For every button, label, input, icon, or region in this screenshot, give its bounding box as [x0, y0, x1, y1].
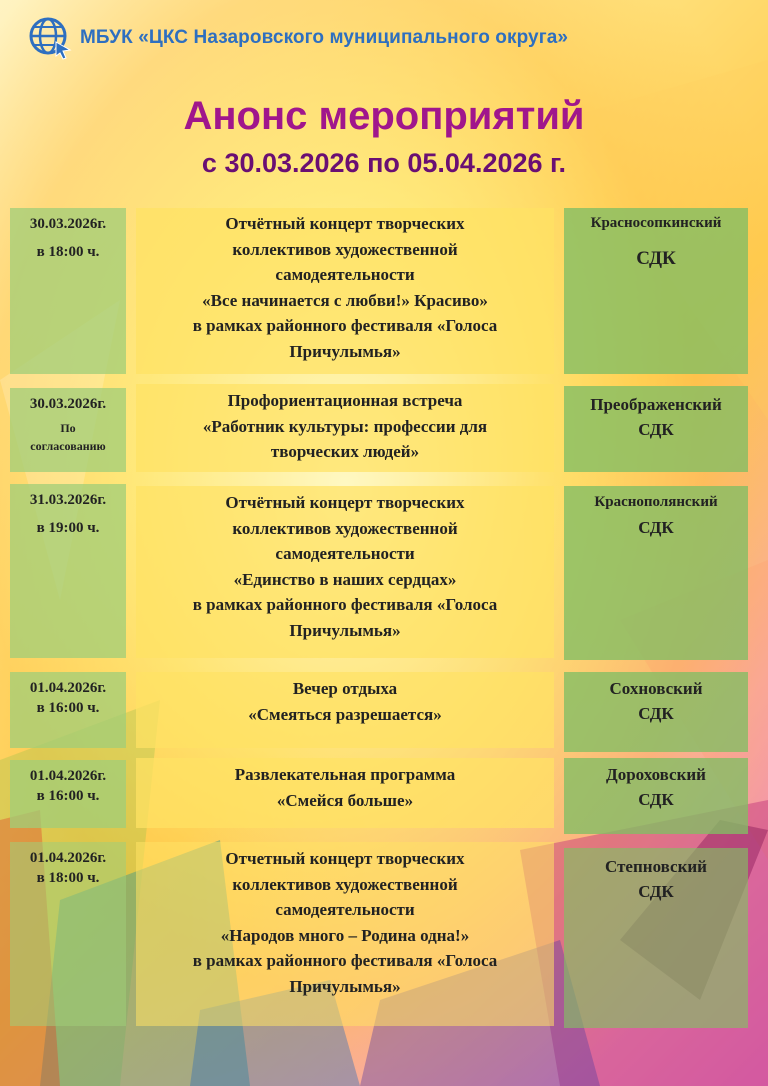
- venue-name: Дороховский: [606, 765, 706, 784]
- event-date-cell: [10, 672, 126, 748]
- event-date: 30.03.2026г.: [29, 396, 107, 412]
- organization-name: МБУК «ЦКС Назаровского муниципального округа»: [80, 27, 569, 48]
- event-venue-cell: [564, 758, 748, 834]
- event-description-cell: [136, 758, 554, 828]
- event-date: 01.04.2026г.: [29, 680, 107, 696]
- venue-name: Сохновский: [609, 679, 703, 698]
- event-venue-cell: [564, 486, 748, 660]
- event-date: 31.03.2026г.: [29, 492, 107, 508]
- venue-type: СДК: [638, 518, 674, 537]
- event-line: Отчётный концерт творческих: [225, 214, 465, 233]
- event-line: коллективов художественной: [232, 874, 458, 894]
- event-date-cell: [10, 388, 126, 472]
- event-date-cell: [10, 760, 126, 828]
- event-line: Причулымья»: [289, 620, 401, 640]
- event-description-cell: [136, 384, 554, 472]
- event-line: Отчётный концерт творческих: [225, 493, 465, 512]
- globe-cursor-icon: [28, 16, 72, 60]
- event-time: согласованию: [30, 439, 106, 453]
- event-line: в рамках районного фестиваля «Голоса: [192, 595, 498, 614]
- event-time: в 16:00 ч.: [36, 700, 100, 716]
- page-subtitle: с 30.03.2026 по 05.04.2026 г.: [201, 148, 567, 178]
- event-line: Развлекательная программа: [234, 765, 456, 784]
- event-time: По: [60, 421, 76, 435]
- venue-type: СДК: [638, 420, 674, 439]
- event-time: в 18:00 ч.: [36, 870, 100, 886]
- event-line: Профориентационная встреча: [227, 391, 463, 410]
- venue-type: СДК: [636, 248, 676, 269]
- event-line: в рамках районного фестиваля «Голоса: [192, 951, 498, 970]
- event-line: Отчетный концерт творческих: [225, 849, 465, 868]
- event-description-cell: [136, 486, 554, 658]
- event-line: «Смеяться разрешается»: [248, 704, 442, 724]
- event-line: «Все начинается с любви!» Красиво»: [202, 290, 488, 310]
- header: [28, 16, 568, 60]
- event-line: «Смейся больше»: [276, 790, 414, 810]
- event-time: в 18:00 ч.: [36, 244, 100, 260]
- event-line: творческих людей»: [270, 442, 420, 461]
- event-line: коллективов художественной: [232, 239, 458, 259]
- venue-type: СДК: [638, 882, 674, 901]
- event-venue-cell: [564, 672, 748, 752]
- event-line: «Работник культуры: профессии для: [202, 416, 488, 436]
- event-time: в 16:00 ч.: [36, 788, 100, 804]
- venue-name: Преображенский: [590, 395, 722, 414]
- event-date: 30.03.2026г.: [29, 216, 107, 232]
- event-time: в 19:00 ч.: [36, 520, 100, 536]
- event-date-cell: [10, 842, 126, 1026]
- event-line: самодеятельности: [275, 265, 415, 284]
- venue-name: Степновский: [605, 857, 707, 876]
- venue-name: Краснополянский: [594, 494, 718, 510]
- event-line: в рамках районного фестиваля «Голоса: [192, 316, 498, 335]
- event-line: «Единство в наших сердцах»: [233, 569, 457, 589]
- event-line: самодеятельности: [275, 544, 415, 563]
- event-date-cell: [10, 208, 126, 374]
- event-date: 01.04.2026г.: [29, 850, 107, 866]
- venue-type: СДК: [638, 704, 674, 723]
- event-description-cell: [136, 842, 554, 1026]
- event-line: коллективов художественной: [232, 518, 458, 538]
- event-venue-cell: [564, 386, 748, 472]
- venue-type: СДК: [638, 790, 674, 809]
- page-title: Анонс мероприятий: [183, 94, 585, 138]
- event-date-cell: [10, 484, 126, 658]
- event-description-cell: [136, 672, 554, 748]
- venue-name: Красносопкинский: [590, 215, 722, 231]
- event-line: Причулымья»: [289, 976, 401, 996]
- event-venue-cell: [564, 208, 748, 374]
- event-line: самодеятельности: [275, 900, 415, 919]
- event-line: «Народов много – Родина одна!»: [220, 925, 470, 945]
- event-description-cell: [136, 208, 554, 374]
- event-date: 01.04.2026г.: [29, 768, 107, 784]
- event-venue-cell: [564, 848, 748, 1028]
- event-line: Причулымья»: [289, 341, 401, 361]
- event-line: Вечер отдыха: [292, 679, 398, 698]
